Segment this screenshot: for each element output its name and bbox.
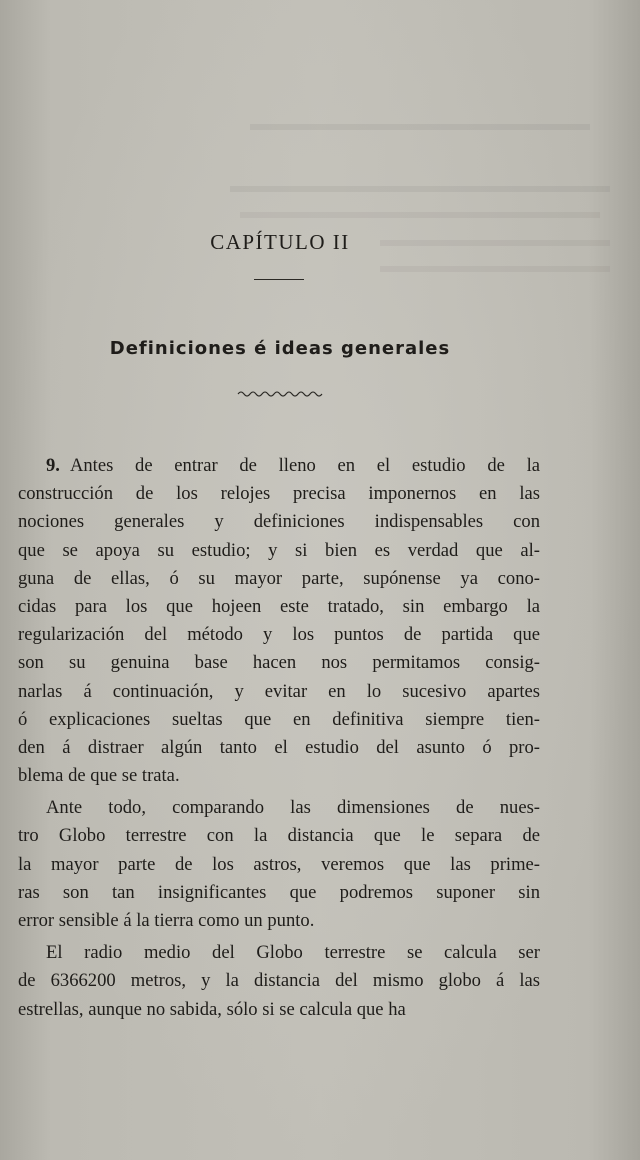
text-line-content: la mayor parte de los astros, veremos que las prime- [18,853,540,875]
text-line-content: blema de que se trata. [18,765,180,787]
text-line-content: que se apoya su estudio; y si bien es verdad que al- [18,539,540,561]
text-line [18,508,540,536]
text-line [18,967,540,995]
text-line [18,480,540,508]
text-line-content: nociones generales y definiciones indispensables con [18,511,540,533]
text-line-content: cidas para los que hojeen este tratado, sin embargo la [18,595,540,617]
text-line-content: Ante todo, comparando las dimensiones de nues- [46,797,540,819]
text-line-content: ras son tan insignificantes que podremos suponer sin [18,881,540,903]
text-line [18,794,540,822]
text-line [18,537,540,565]
text-line-content: ó explicaciones sueltas que en definitiva siempre tien- [18,708,540,730]
chapter-rule [254,279,304,280]
text-line [18,452,540,480]
paragraph-number: 9. [46,455,60,476]
text-line [18,939,540,967]
text-line-content: de 6366200 metros, y la distancia del mismo globo á las [18,970,540,992]
text-line-content: guna de ellas, ó su mayor parte, supónense ya cono- [18,567,540,589]
text-line [18,649,540,677]
text-line-content: den á distraer algún tanto el estudio del asunto ó pro- [18,736,540,758]
text-line-content: regularización del método y los puntos de partida que [18,624,540,646]
text-line-content: construcción de los relojes precisa imponernos en las [18,483,540,505]
bleed-through-shadow [230,186,610,192]
text-line [18,851,540,879]
body-text [18,452,540,1024]
text-line [18,907,540,935]
text-line [18,822,540,850]
text-line [18,565,540,593]
bleed-through-shadow [240,212,600,218]
text-line-content: Antes de entrar de lleno en el estudio de la [69,455,540,476]
section-title: Definiciones é ideas generales [109,338,451,359]
text-line [18,706,540,734]
text-line [18,621,540,649]
bleed-through-shadow [380,266,610,272]
bleed-through-shadow [250,124,590,130]
text-line-content: error sensible á la tierra como un punto. [18,910,315,931]
text-line [18,879,540,907]
text-line [18,734,540,762]
text-line [18,678,540,706]
chapter-heading: CAPÍTULO II [210,230,350,254]
text-line-content: narlas á continuación, y evitar en lo sucesivo apartes [18,680,540,702]
wavy-ornament [236,389,324,399]
text-line-content: El radio medio del Globo terrestre se calcula ser [46,942,540,964]
text-line-content: tro Globo terrestre con la distancia que le separa de [18,825,540,847]
text-line [18,996,540,1024]
text-line [18,762,540,790]
text-line-content: estrellas, aunque no sabida, sólo si se calcula que ha [18,998,406,1020]
text-line-content: son su genuina base hacen nos permitamos consig- [18,652,540,674]
text-line [18,593,540,621]
